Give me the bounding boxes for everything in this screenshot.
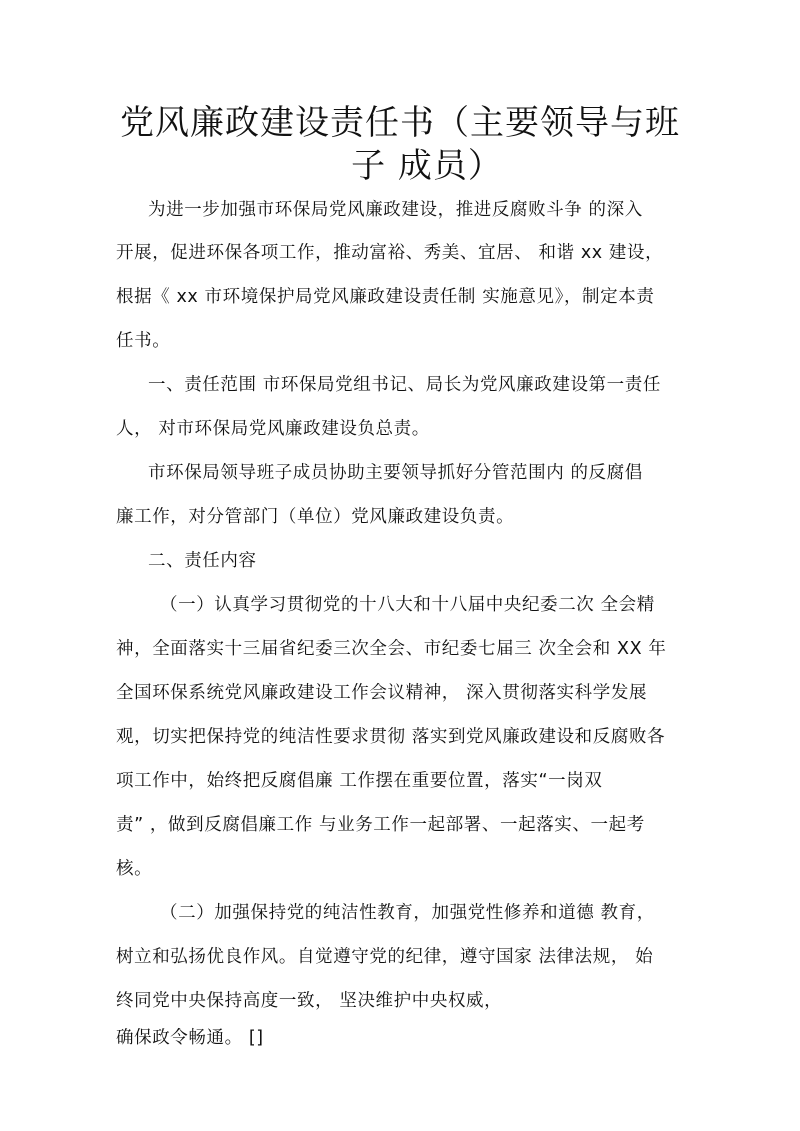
- paragraph-line: 人， 对市环保局党风廉政建设负总责。: [116, 419, 430, 439]
- paragraph-line: 项工作中，始终把反腐倡廉 工作摆在重要位置，落实“一岗双: [116, 771, 603, 791]
- paragraph-line: 市环保局领导班子成员协助主要领导抓好分管范围内 的反腐倡: [148, 463, 643, 483]
- paragraph-line: 廉工作，对分管部门（单位）党风廉政建设负责。: [116, 507, 515, 527]
- paragraph-line: 责” ，做到反腐倡廉工作 与业务工作一起部署、一起落实、一起考: [116, 815, 645, 835]
- paragraph-line: 树立和弘扬优良作风。自觉遵守党的纪律，遵守国家 法律法规， 始: [116, 947, 654, 967]
- paragraph-line: 一、责任范围 市环保局党组书记、局长为党风廉政建设第一责任: [148, 375, 661, 395]
- paragraph-line: 终同党中央保持高度一致， 坚决维护中央权威，: [116, 991, 503, 1011]
- paragraph-line: 核。: [116, 859, 153, 879]
- paragraph-line: 开展，促进环保各项工作，推动富裕、秀美、宜居、 和谐 xx 建设，: [116, 243, 664, 263]
- paragraph-line: 观，切实把保持党的纯洁性要求贯彻 落实到党风廉政建设和反腐败各: [116, 727, 666, 747]
- document-title-line-1: 党风廉政建设责任书（主要领导与班: [120, 103, 680, 143]
- document-title-line-2: 子 成员）: [351, 146, 503, 186]
- paragraph-line: 确保政令畅通。 []: [116, 1028, 264, 1048]
- paragraph-line: 任书。: [116, 331, 171, 351]
- section-heading: 二、责任内容: [148, 551, 257, 571]
- paragraph-line: 根据《 xx 市环境保护局党风廉政建设责任制 实施意见》，制定本责: [116, 287, 655, 307]
- paragraph-line: （二）加强保持党的纯洁性教育，加强党性修养和道德 教育，: [160, 903, 655, 923]
- paragraph-line: 全国环保系统党风廉政建设工作会议精神， 深入贯彻落实科学发展: [116, 683, 648, 703]
- paragraph-line: 神，全面落实十三届省纪委三次全会、市纪委七届三 次全会和 XX 年: [116, 639, 667, 659]
- paragraph-line: 为进一步加强市环保局党风廉政建设，推进反腐败斗争 的深入: [148, 200, 643, 220]
- paragraph-line: （一）认真学习贯彻党的十八大和十八届中央纪委二次 全会精: [160, 595, 655, 615]
